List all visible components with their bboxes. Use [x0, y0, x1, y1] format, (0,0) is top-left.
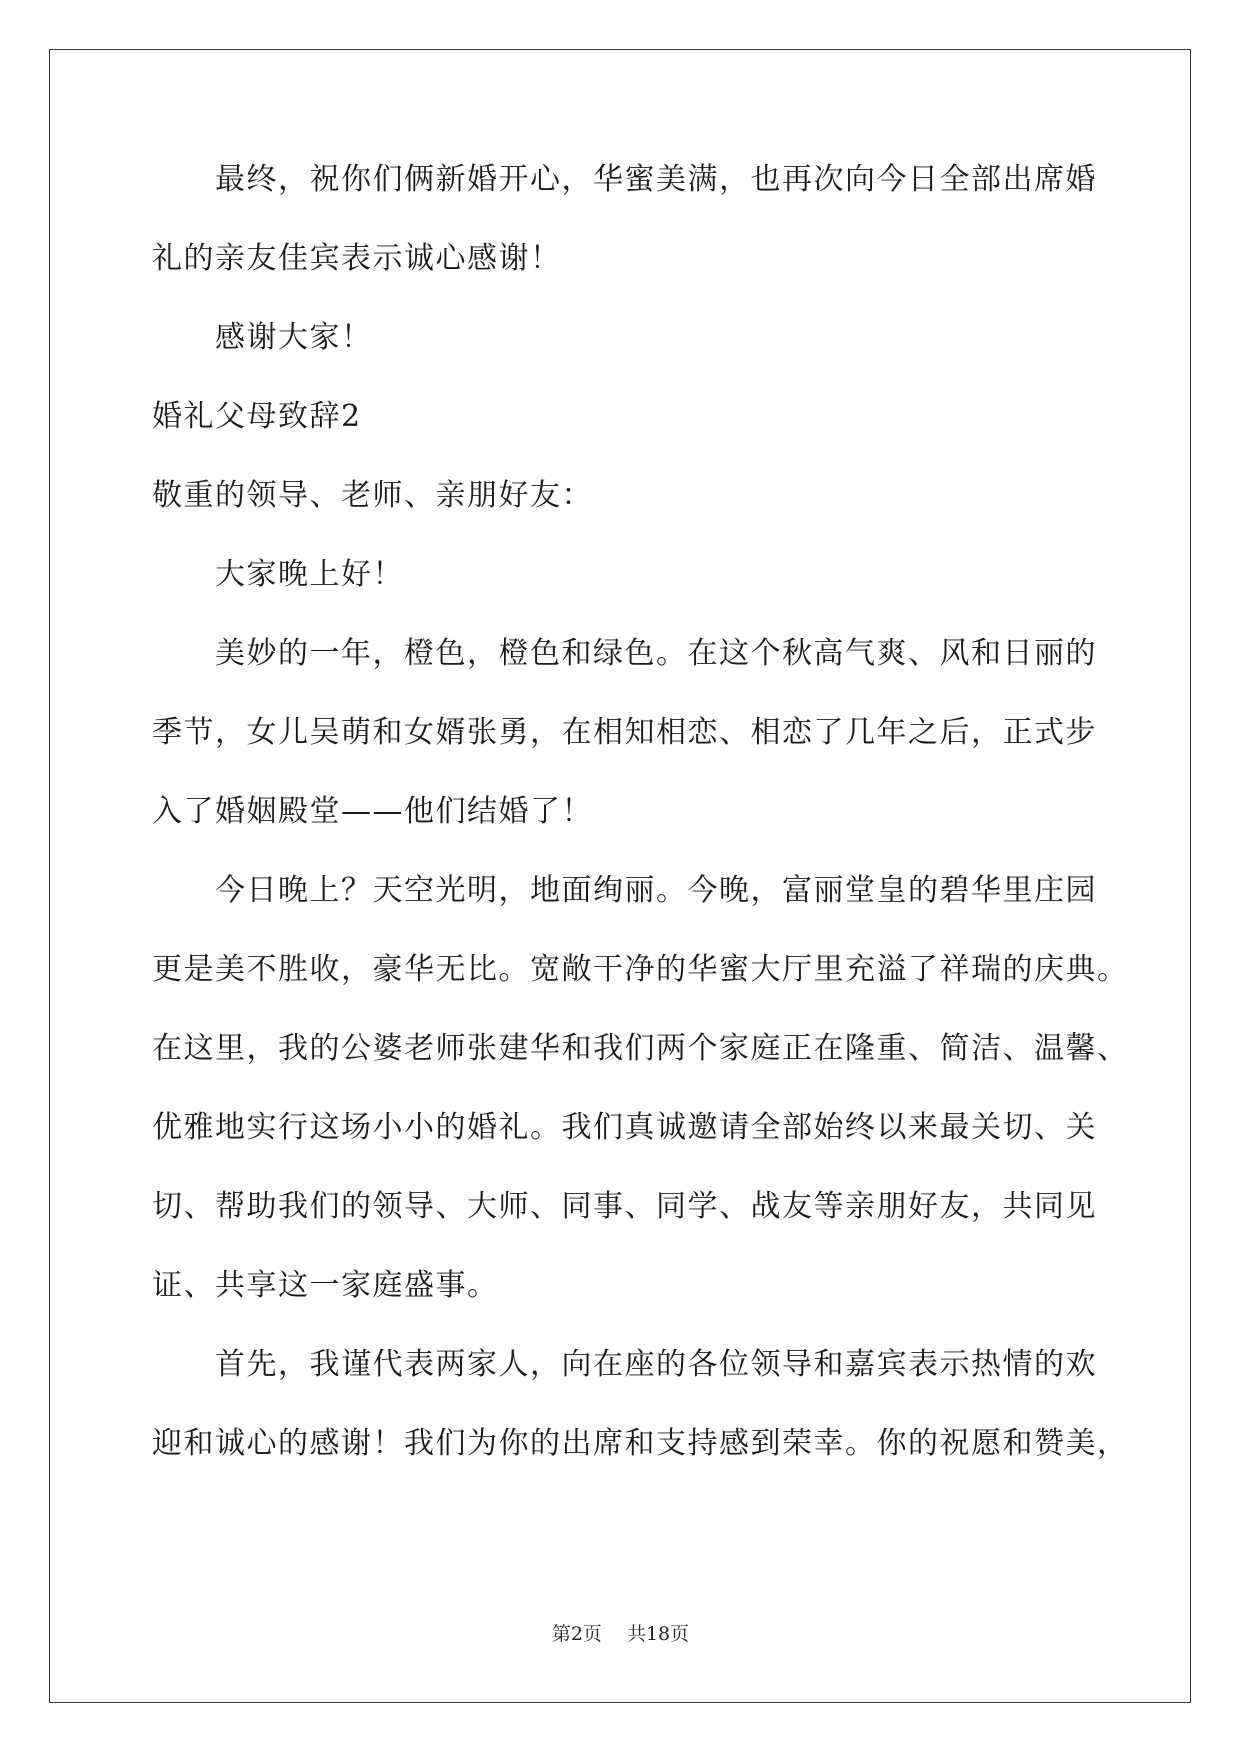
- paragraph-line: 更是美不胜收，豪华无比。宽敞干净的华蜜大厅里充溢了祥瑞的庆典。: [152, 952, 1129, 987]
- salutation-line: 敬重的领导、老师、亲朋好友：: [152, 478, 593, 513]
- paragraph-line: 今日晚上？天空光明，地面绚丽。今晚，富丽堂皇的碧华里庄园: [152, 873, 1097, 908]
- paragraph-line: 礼的亲友佳宾表示诚心感谢！: [152, 241, 562, 276]
- paragraph-line: 入了婚姻殿堂——他们结婚了！: [152, 794, 593, 829]
- section-heading: 婚礼父母致辞2: [152, 399, 362, 434]
- paragraph-line: 迎和诚心的感谢！我们为你的出席和支持感到荣幸。你的祝愿和赞美，: [152, 1426, 1129, 1461]
- page-number-footer: 第2页 共18页: [551, 1623, 690, 1645]
- paragraph-line: 切、帮助我们的领导、大师、同事、同学、战友等亲朋好友，共同见: [152, 1189, 1097, 1224]
- paragraph-line: 感谢大家！: [152, 320, 373, 355]
- paragraph-line: 最终，祝你们俩新婚开心，华蜜美满，也再次向今日全部出席婚: [152, 162, 1097, 197]
- paragraph-line: 优雅地实行这场小小的婚礼。我们真诚邀请全部始终以来最关切、关: [152, 1110, 1097, 1145]
- paragraph-line: 证、共享这一家庭盛事。: [152, 1268, 499, 1303]
- paragraph-line: 季节，女儿吴萌和女婿张勇，在相知相恋、相恋了几年之后，正式步: [152, 715, 1097, 750]
- paragraph-line: 大家晚上好！: [152, 557, 404, 592]
- paragraph-line: 首先，我谨代表两家人，向在座的各位领导和嘉宾表示热情的欢: [152, 1347, 1097, 1382]
- paragraph-line: 美妙的一年，橙色，橙色和绿色。在这个秋高气爽、风和日丽的: [152, 636, 1097, 671]
- paragraph-line: 在这里，我的公婆老师张建华和我们两个家庭正在隆重、简洁、温馨、: [152, 1031, 1129, 1066]
